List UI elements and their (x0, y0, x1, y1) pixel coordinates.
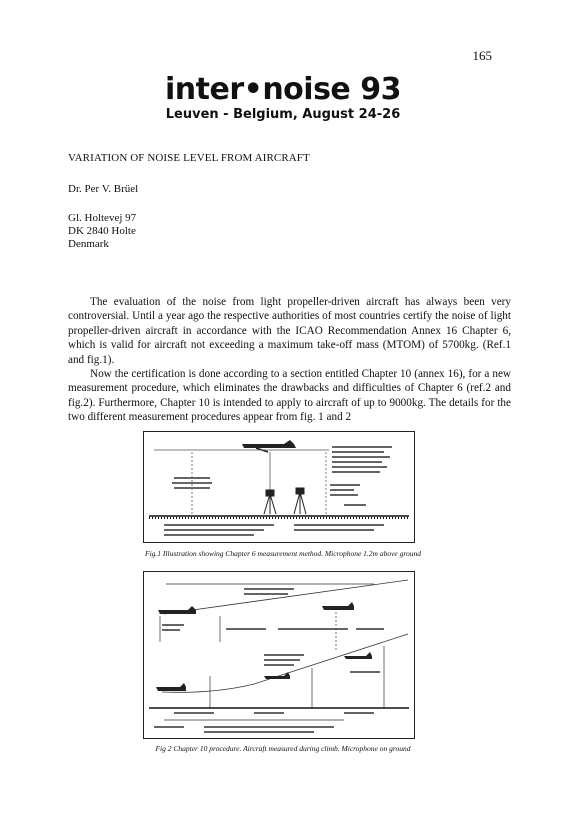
aircraft-drawing-2 (158, 606, 196, 614)
conference-logo: inter•noise 93 (165, 72, 401, 107)
paragraph-1: The evaluation of the noise from light propeller-driven aircraft has always been very controversial. Until a year ago the respective authorities of most countries certify the noise of light propeller-driven aircraft in accordance with the ICAO Recommendation Annex 16 Chapter 6, which is valid for aircraft not exceeding a maximum take-off mass (MTOM) of 5700kg. (Ref.1 and fig.1). (68, 296, 511, 366)
address-line-3: Denmark (68, 238, 109, 250)
page-number: 165 (472, 48, 492, 63)
body-text (68, 295, 511, 425)
paragraph-2: Now the certification is done according to a section entitled Chapter 10 (annex 16), for a new measurement procedure, which eliminates the drawbacks and difficulties of Chapter 6 (ref.2 and fig.2). Furthermore, Chapter 10 is intended to apply to aircraft of up to 9000kg. The details for the two different measurement procedures appear from fig. 1 and 2 (68, 368, 511, 424)
figure-1-image (143, 431, 415, 543)
figure-1-caption: Fig.1 Illustration showing Chapter 6 measurement method. Microphone 1.2m above ground (144, 549, 422, 558)
paper-title: VARIATION OF NOISE LEVEL FROM AIRCRAFT (68, 152, 310, 164)
conference-subtitle: Leuven - Belgium, August 24-26 (165, 107, 401, 122)
address-line-1: Gl. Holtevej 97 (68, 212, 137, 224)
figure-2-image (143, 571, 415, 739)
author-name: Dr. Per V. Brüel (68, 183, 139, 195)
address-line-2: DK 2840 Holte (68, 225, 136, 237)
figure-2-caption: Fig 2 Chapter 10 procedure. Aircraft measured during climb. Microphone on ground (155, 744, 411, 753)
